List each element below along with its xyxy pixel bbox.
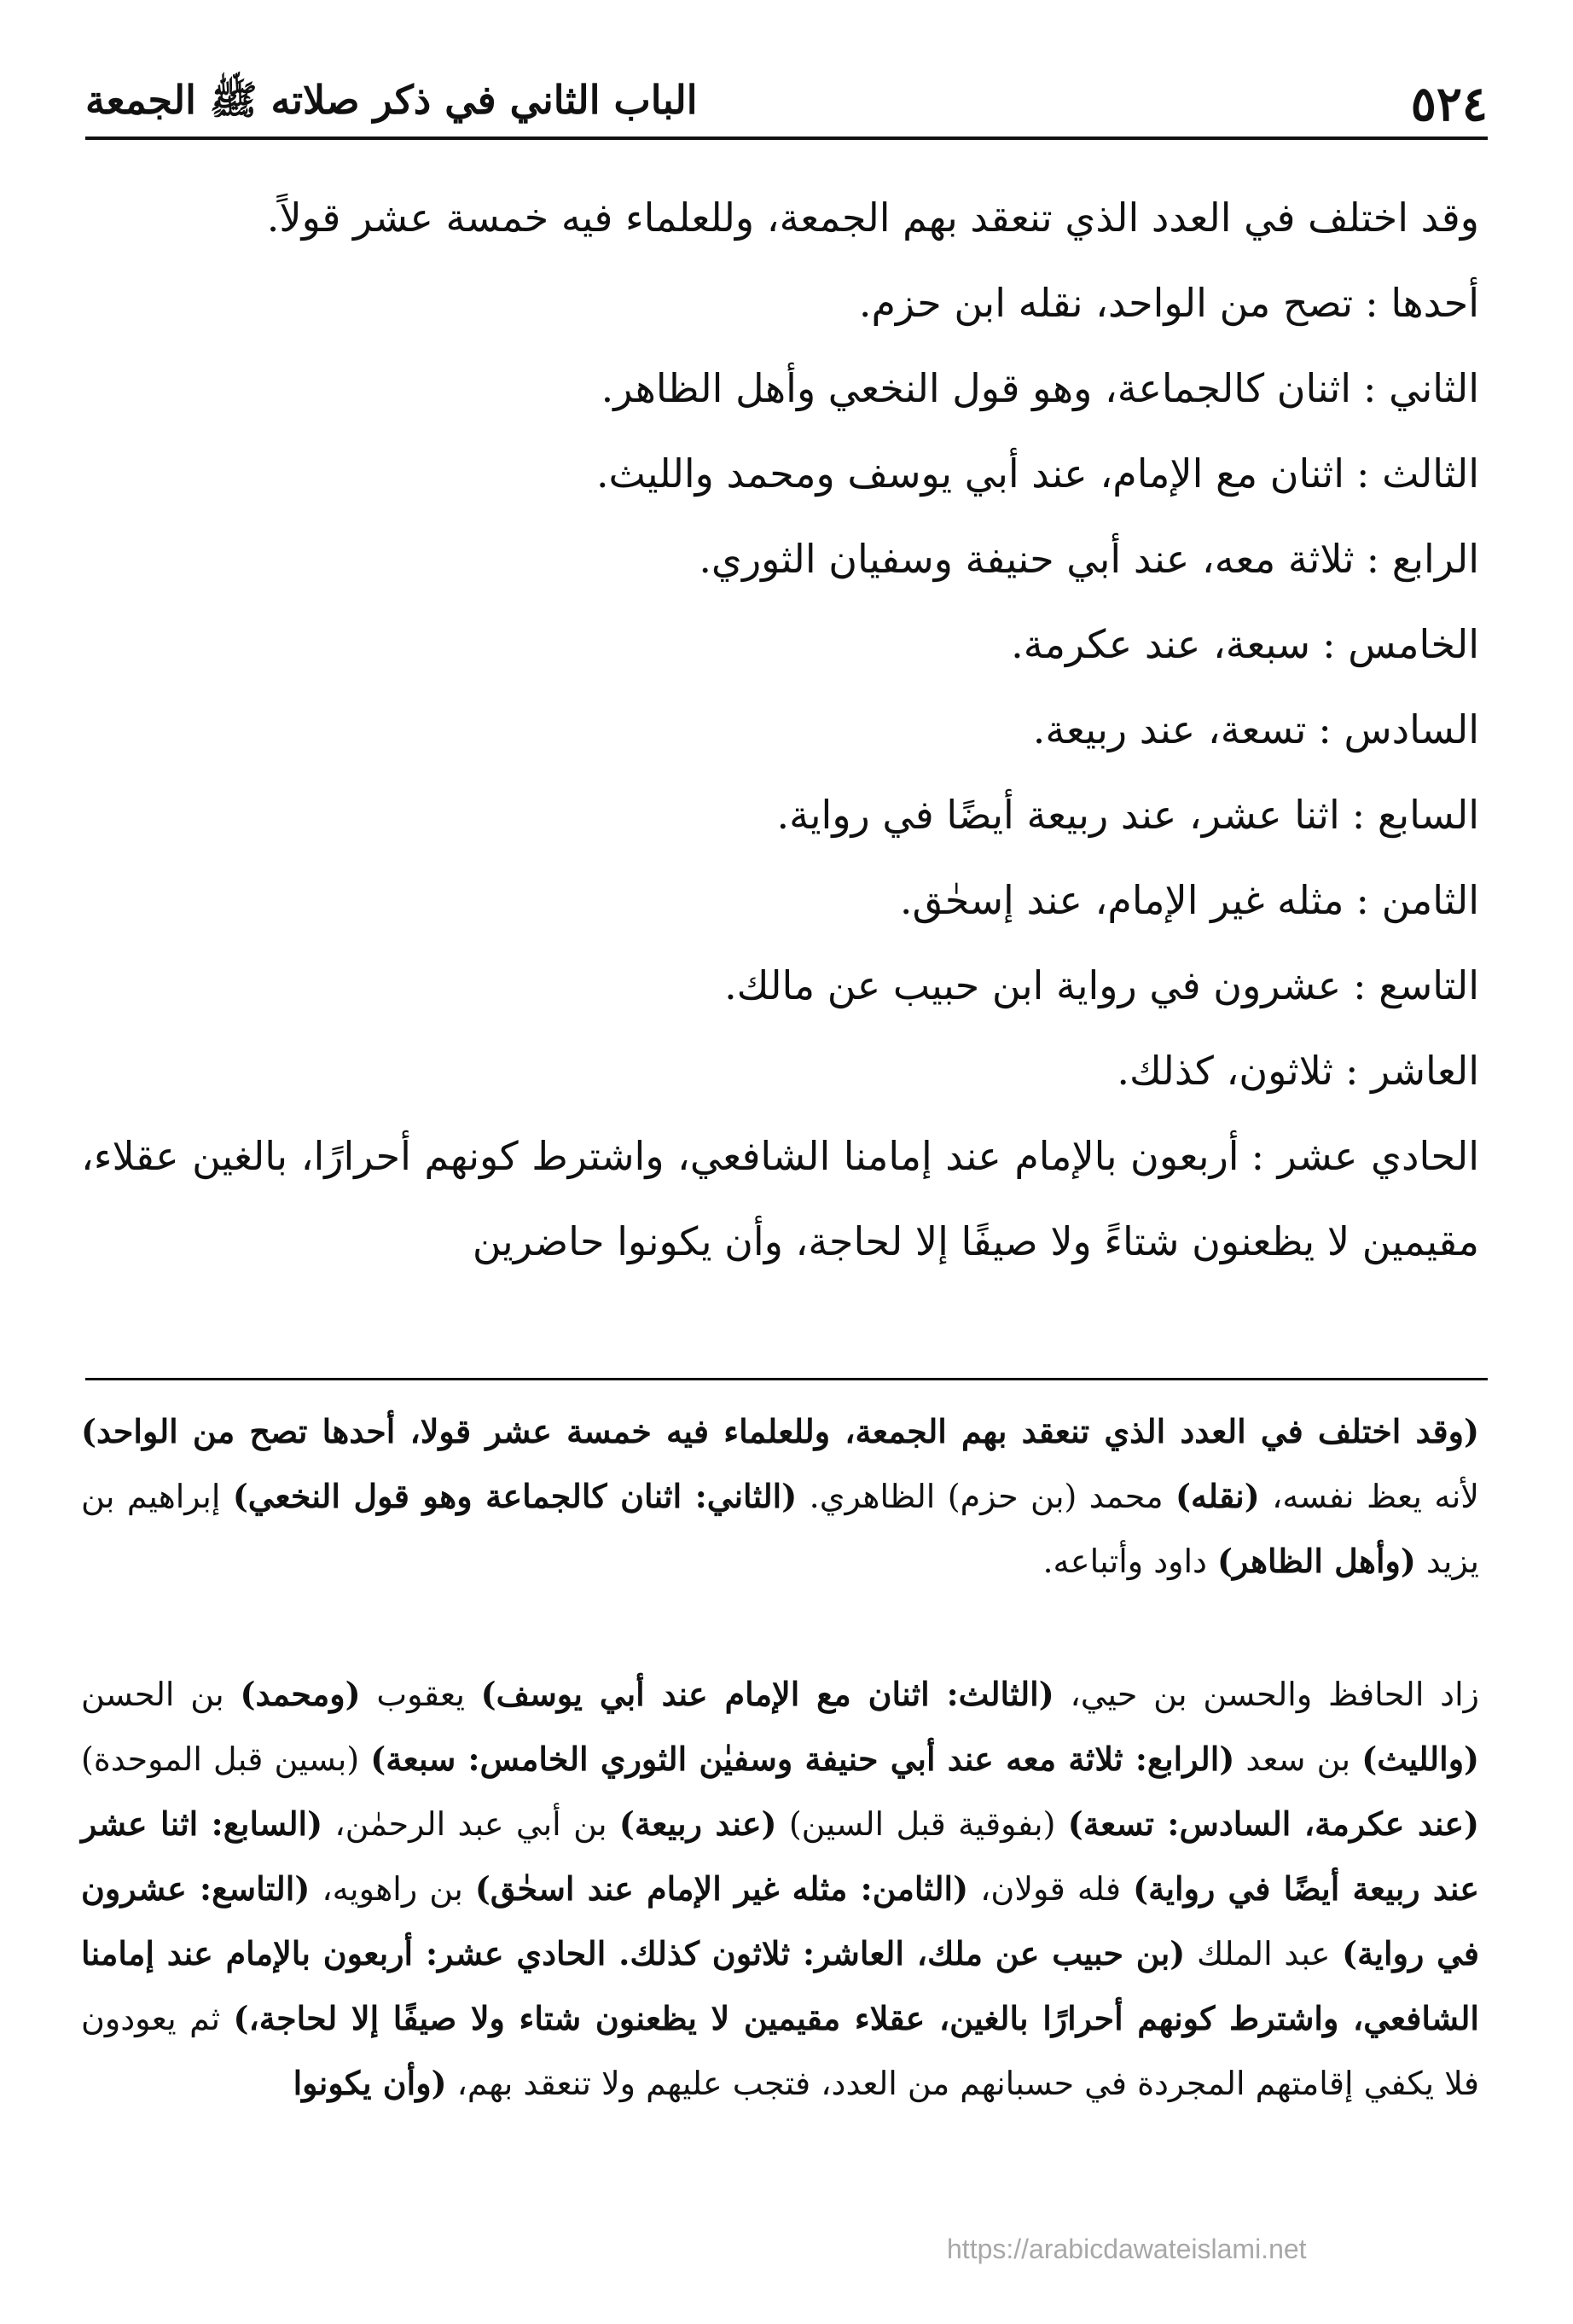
commentary-text: بن أبي عبد الرحمٰن، [322, 1805, 619, 1843]
commentary-text: بن سعد [1234, 1740, 1362, 1778]
commentary-paragraph-1 [81, 1399, 1479, 1594]
commentary-quoted-text: (ومحمد) [240, 1675, 361, 1713]
header-rule [85, 137, 1488, 140]
commentary-text: (بسين قبل الموحدة) [81, 1740, 371, 1778]
opinion-label: الثامن : [1355, 877, 1479, 923]
opinion-item [81, 1028, 1479, 1113]
page-number: ٥٢٤ [1410, 76, 1488, 132]
opinion-label: الحادي عشر : [1251, 1133, 1479, 1179]
commentary-quoted-text: (الرابع: ثلاثة معه عند أبي حنيفة وسفيٰن الثوري الخامس: سبعة) [370, 1740, 1235, 1778]
commentary-text: إبراهيم بن يزيد [81, 1478, 1479, 1580]
commentary [81, 1399, 1479, 2116]
commentary-quoted-text: (بن حبيب عن ملك، العاشر: ثلاثون كذلك. الحادي عشر: أربعون بالإمام عند إمامنا الشافعي، واشترط كونهم أحرارًا بالغين، عقلاء مقيمين لا يظعنون شتاء ولا صيفًا إلا لحاجة،) [81, 1934, 1479, 2037]
opinion-item [81, 1113, 1479, 1284]
opinion-label: التاسع : [1353, 962, 1479, 1008]
opinion-item [81, 346, 1479, 431]
opinion-text: عشرون في رواية ابن حبيب عن مالك. [724, 962, 1342, 1008]
opinion-label: الثالث : [1356, 450, 1479, 497]
commentary-rule [85, 1378, 1488, 1380]
running-title: الباب الثاني في ذكر صلاته ﷺ الجمعة [85, 77, 698, 123]
commentary-quoted-text: (وأهل الظاهر) [1217, 1542, 1416, 1580]
opinion-text: أربعون بالإمام عند إمامنا الشافعي، واشترط كونهم أحرارًا، بالغين عقلاء، مقيمين لا يظعنون شتاءً ولا صيفًا إلا لحاجة، وأن يكونوا حاضرين [81, 1133, 1479, 1264]
opinion-item [81, 260, 1479, 346]
opinion-text: اثنان كالجماعة، وهو قول النخعي وأهل الظاهر. [601, 365, 1352, 411]
commentary-quoted-text: (عند عكرمة، السادس: تسعة) [1067, 1804, 1480, 1843]
opinion-text: اثنان مع الإمام، عند أبي يوسف ومحمد والليث. [595, 450, 1344, 497]
commentary-quoted-text: (وقد اختلف في العدد الذي تنعقد بهم الجمعة، وللعلماء فيه خمسة عشر قولا، أحدها تصح من الواحد) [81, 1412, 1479, 1450]
commentary-quoted-text: (نقله) [1175, 1477, 1260, 1515]
opinion-label: السابع : [1351, 792, 1479, 838]
opinions-list [81, 260, 1479, 1284]
commentary-text: فله قولان، [968, 1870, 1134, 1908]
opinion-item [81, 857, 1479, 943]
opinion-item [81, 943, 1479, 1028]
commentary-quoted-text: (الثامن: مثله غير الإمام عند اسحٰق) [474, 1869, 969, 1908]
commentary-text: بن الحسن [81, 1676, 241, 1713]
commentary-quoted-text: (التاسع: عشرون في رواية) [81, 1869, 1479, 1972]
commentary-quoted-text: (والليث) [1361, 1740, 1480, 1778]
opinion-text: ثلاثة معه، عند أبي حنيفة وسفيان الثوري. [699, 536, 1355, 582]
commentary-text: محمد (بن حزم) الظاهري. [797, 1478, 1176, 1515]
commentary-text: عبد الملك [1185, 1935, 1343, 1972]
opinion-label: الخامس : [1322, 621, 1479, 667]
opinion-item [81, 772, 1479, 857]
commentary-paragraph-2 [81, 1662, 1479, 2116]
opinion-text: سبعة، عند عكرمة. [1011, 621, 1311, 667]
commentary-quoted-text: (عند ربيعة) [618, 1804, 777, 1843]
opinion-text: ثلاثون، كذلك. [1117, 1048, 1333, 1094]
commentary-text: زاد الحافظ والحسن بن حيي، [1054, 1676, 1479, 1713]
commentary-quoted-text: (الثاني: اثنان كالجماعة وهو قول النخعي) [232, 1477, 798, 1515]
commentary-text: بن راهويه، [310, 1870, 475, 1908]
opinion-label: أحدها : [1365, 280, 1479, 326]
main-text [81, 175, 1479, 1284]
opinion-item [81, 431, 1479, 516]
commentary-text: يعقوب [360, 1676, 481, 1713]
commentary-text: لأنه يعظ نفسه، [1259, 1478, 1479, 1515]
commentary-quoted-text: (السابع: اثنا عشر عند ربيعة أيضًا في رواية) [81, 1804, 1479, 1908]
watermark-url: https://arabicdawateislami.net [947, 2234, 1307, 2264]
opinion-label: الثاني : [1363, 365, 1479, 411]
commentary-text: ثم يعودون فلا يكفي إقامتهم المجردة في حسبانهم من العدد، فتجب عليهم ولا تنعقد بهم، [81, 2000, 1479, 2102]
opinion-label: العاشر : [1344, 1048, 1479, 1094]
opinion-item [81, 516, 1479, 601]
opinion-item [81, 687, 1479, 772]
commentary-text: (بفوقية قبل السين) [776, 1805, 1068, 1843]
intro-paragraph: وقد اختلف في العدد الذي تنعقد بهم الجمعة، وللعلماء فيه خمسة عشر قولاً. [266, 195, 1479, 241]
page-header [85, 68, 1488, 137]
commentary-quoted-text: (الثالث: اثنان مع الإمام عند أبي يوسف) [480, 1675, 1054, 1713]
opinion-text: مثله غير الإمام، عند إسحٰق. [899, 877, 1344, 923]
opinion-label: الرابع : [1366, 536, 1479, 582]
opinion-item [81, 601, 1479, 687]
commentary-quoted-text: (وأن يكونوا [293, 2064, 447, 2102]
opinion-label: السادس : [1318, 706, 1479, 752]
opinion-text: اثنا عشر، عند ربيعة أيضًا في رواية. [776, 792, 1340, 838]
commentary-text: داود وأتباعه. [1042, 1543, 1218, 1580]
opinion-text: تسعة، عند ربيعة. [1032, 706, 1307, 752]
opinion-text: تصح من الواحد، نقله ابن حزم. [858, 280, 1354, 326]
